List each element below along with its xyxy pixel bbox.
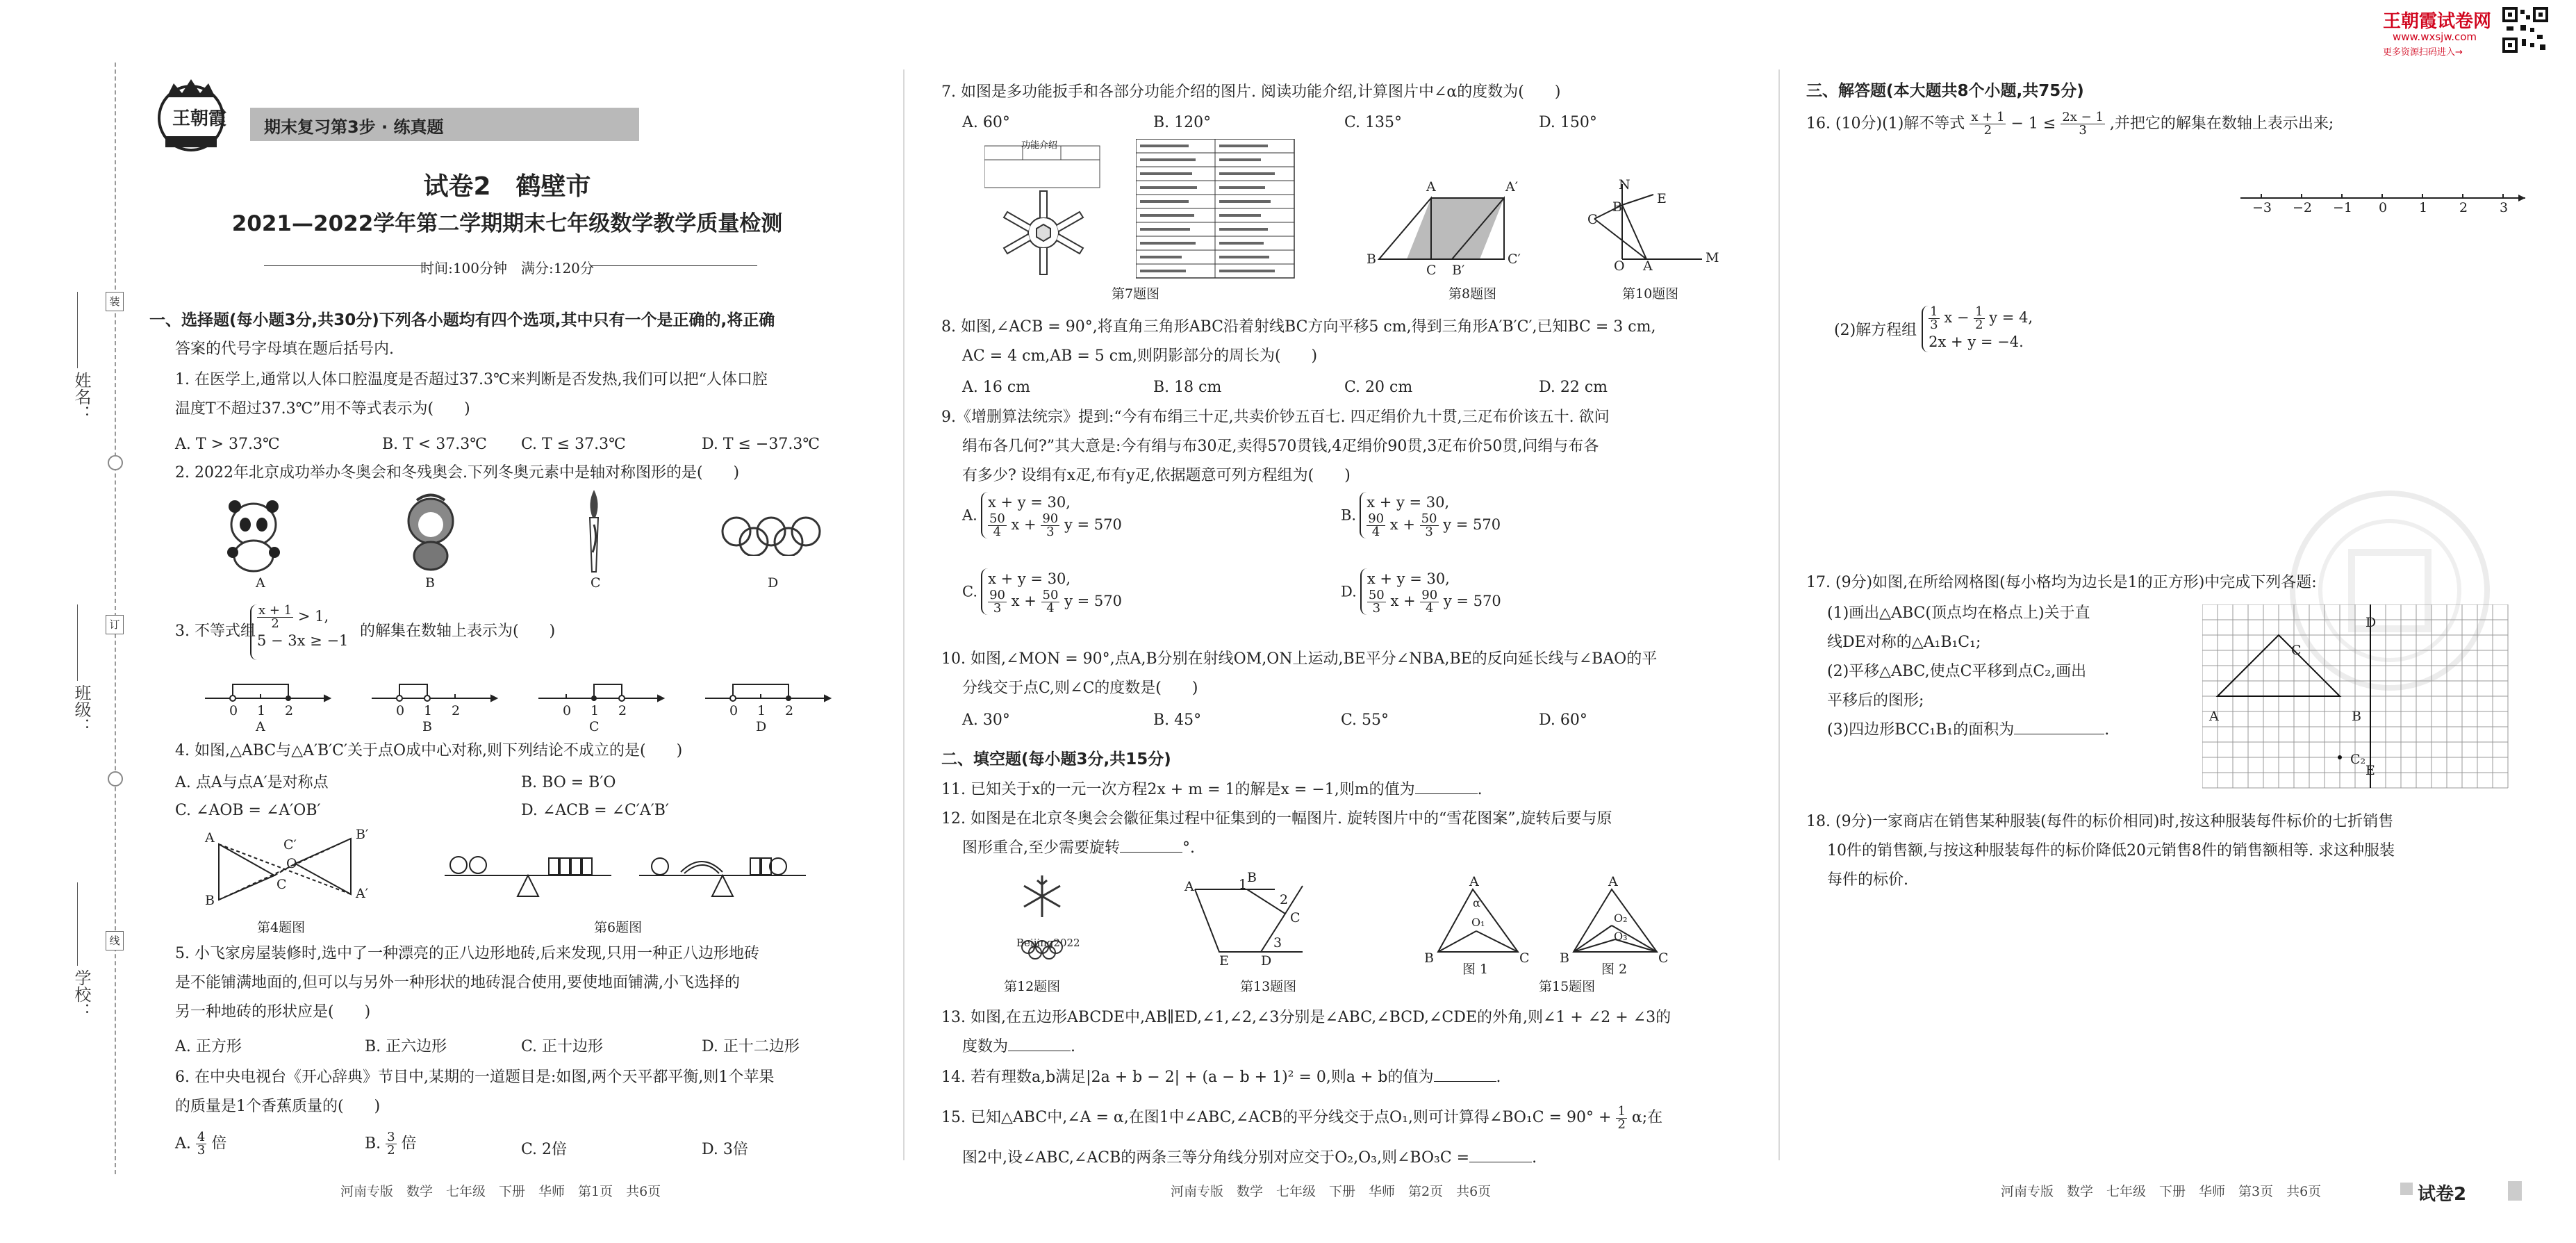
q16-b-prefix: (2)解方程组 — [1834, 322, 1917, 339]
footer-page-1: 河南专版 数学 七年级 下册 华师 第1页 共6页 — [340, 1184, 661, 1199]
q16-a-mid: − 1 ≤ — [2011, 115, 2056, 133]
q6-option-a-den: 3 — [197, 1143, 206, 1158]
fig7-title: 功能介绍 — [1021, 140, 1058, 151]
q9-d-d2: 4 — [1425, 601, 1434, 616]
q4-option-b[interactable]: B. BO = B′O — [521, 774, 616, 791]
q3-tick: 0 — [229, 703, 238, 718]
q14-text: 14. 若有理数a,b满足|2a + b − 2| + (a − b + 1)² = 0,则a + b的值为 . — [941, 1069, 1501, 1086]
q3-tick: 1 — [424, 703, 433, 718]
panda-mascot-icon — [222, 497, 285, 573]
q9-option-b-letter: B. — [1341, 507, 1357, 524]
q9-b-n1: 90 — [1368, 511, 1385, 526]
q7-option-b[interactable]: B. 120° — [1153, 114, 1212, 131]
numberline-tick: 0 — [2379, 200, 2388, 215]
numberline-tick: −3 — [2252, 200, 2272, 215]
q18-line2: 10件的销售额,与按这种服装每件的标价降低20元销售8件的销售额相等. 求这种服装 — [1827, 842, 2395, 859]
q16-b-n1: 1 — [1930, 304, 1938, 319]
q2-text: 2. 2022年北京成功举办冬奥会和冬残奥会.下列冬奥元素中是轴对称图形的是( ) — [175, 464, 740, 481]
q6-option-b-num: 3 — [387, 1130, 395, 1144]
fig12-text: Beijing2022 — [1016, 937, 1080, 949]
q16-a-prefix: 16. (10分)(1)解不等式 — [1806, 115, 1965, 133]
q11-text: 11. 已知关于x的一元一次方程2x + m = 1的解是x = −1,则m的值为 . — [941, 781, 1483, 798]
fig6-caption: 第6题图 — [594, 920, 643, 935]
q6-option-b-den: 2 — [387, 1143, 395, 1158]
punch-hole — [108, 771, 123, 787]
q9-c-d2: 4 — [1046, 601, 1055, 616]
q7-option-c[interactable]: C. 135° — [1344, 114, 1403, 131]
q9-a-mid: x + — [1011, 516, 1037, 533]
q9-option-d-letter: D. — [1341, 583, 1357, 600]
q3-ineq1-rest: > 1, — [297, 608, 329, 625]
grid-label: C₂ — [2350, 752, 2366, 767]
q16-a-num2: 2x − 1 — [2062, 110, 2104, 124]
q10-option-a[interactable]: A. 30° — [962, 711, 1010, 729]
numberline-tick: 2 — [2459, 200, 2468, 215]
q9-a-eq1: x + y = 30, — [987, 494, 1071, 511]
fig15-label: B — [1560, 950, 1569, 966]
q9-d-eq1: x + y = 30, — [1367, 570, 1450, 587]
brand-tagline: 更多资源扫码进入→ — [2383, 47, 2463, 58]
fig15-label: B — [1424, 950, 1434, 966]
q3-ineq1-den: 2 — [271, 616, 279, 631]
q15-answer-blank[interactable] — [1469, 1149, 1532, 1162]
torch-icon — [580, 490, 608, 573]
q4-option-c[interactable]: C. ∠AOB = ∠A′OB′ — [175, 802, 321, 819]
fig8-caption: 第8题图 — [1448, 286, 1497, 302]
q10-option-c[interactable]: C. 55° — [1341, 711, 1389, 729]
q6-line1: 6. 在中央电视台《开心辞典》节目中,某期的一道题目是:如图,两个天平都平衡,则1个苹果 — [175, 1069, 775, 1086]
fig10-label: E — [1657, 191, 1667, 206]
q9-c-mid: x + — [1011, 593, 1037, 609]
q3-tick: 0 — [729, 703, 738, 718]
section-1-title: 一、选择题(每小题3分,共30分)下列各小题均有四个选项,其中只有一个是正确的,将正确 — [149, 311, 775, 329]
section-1-title-cont: 答案的代号字母填在题后括号内. — [175, 340, 394, 358]
q9-b-d1: 4 — [1371, 525, 1380, 539]
class-field[interactable] — [77, 604, 78, 681]
q8-line2: AC = 4 cm,AB = 5 cm,则阴影部分的周长为( ) — [962, 347, 1318, 365]
lantern-mascot-icon — [399, 493, 462, 573]
fig8-label: A — [1426, 179, 1436, 195]
figure-7-wrench — [984, 139, 1103, 285]
fig15-label: C — [1658, 950, 1669, 966]
figure-13-pentagon — [1181, 882, 1362, 962]
q13-line2: 度数为 . — [962, 1038, 1076, 1055]
fig13-label: C — [1290, 910, 1301, 925]
q2-option-a[interactable]: A — [256, 575, 265, 591]
fig13-label: D — [1261, 953, 1272, 969]
q6-option-a-num: 4 — [197, 1130, 206, 1144]
q6-option-a-prefix: A. — [175, 1135, 191, 1153]
q3-prefix: 3. 不等式组 — [175, 623, 256, 640]
q16-a-den2: 3 — [2079, 123, 2087, 138]
q17-answer-blank[interactable] — [2014, 721, 2104, 734]
q15-line2: 图2中,设∠ABC,∠ACB的两条三等分角线分别对应交于O₂,O₃,则∠BO₃C = . — [962, 1149, 1537, 1167]
q3-option-d[interactable]: D — [756, 719, 767, 734]
grid-label: A — [2209, 709, 2219, 724]
q3-ineq2: 5 − 3x ≥ −1 — [257, 632, 349, 649]
q17-item: 平移后的图形; — [1827, 692, 1924, 709]
q2-option-c[interactable]: C — [591, 575, 601, 591]
q6-option-a[interactable] — [175, 1131, 226, 1157]
fig4-label: C — [276, 877, 287, 892]
page-1 — [139, 0, 875, 1243]
q8-option-a[interactable]: A. 16 cm — [962, 379, 1031, 396]
fig8-label: B′ — [1452, 263, 1465, 278]
q16-b-n2: 1 — [1975, 304, 1983, 319]
q5-line1: 5. 小飞家房屋装修时,选中了一种漂亮的正八边形地砖,后来发现,只用一种正八边形地砖 — [175, 945, 759, 962]
binding-mark: 装 — [106, 292, 124, 311]
q5-option-c[interactable]: C. 正十边形 — [521, 1038, 604, 1055]
q3-tick: 2 — [618, 703, 627, 718]
fig10-label: N — [1619, 177, 1630, 192]
name-label: 姓名： — [72, 372, 91, 422]
q9-d-d1: 3 — [1372, 601, 1381, 616]
q9-line3: 有多少? 设绢有x疋,布有y疋,依据题意可列方程组为( ) — [962, 467, 1351, 484]
binding-strip — [0, 0, 139, 1243]
q9-a-d1: 4 — [993, 525, 1002, 539]
q8-option-b[interactable]: B. 18 cm — [1153, 379, 1222, 396]
section-2-title: 二、填空题(每小题3分,共15分) — [941, 750, 1171, 768]
q2-option-b[interactable]: B — [425, 575, 435, 591]
q17-item-label: (3)四边形BCC₁B₁的面积为 — [1827, 721, 2015, 739]
q9-d-n1: 50 — [1368, 588, 1385, 602]
q4-option-a[interactable]: A. 点A与点A′是对称点 — [175, 774, 329, 791]
q13-label: 度数为 — [962, 1038, 1009, 1055]
q9-a-end: y = 570 — [1064, 516, 1122, 533]
q1-line1: 1. 在医学上,通常以人体口腔温度是否超过37.3℃来判断是否发热,我们可以把“人体口腔 — [175, 371, 768, 388]
brand-name: 王朝霞试卷网 — [2383, 11, 2492, 32]
paper-title: 试卷2 鹤壁市 — [423, 172, 591, 201]
q7-text: 7. 如图是多功能扳手和各部分功能介绍的图片. 阅读功能介绍,计算图片中∠α的度数为( ) — [941, 83, 1561, 101]
footer-page-3: 河南专版 数学 七年级 下册 华师 第3页 共6页 — [2001, 1184, 2322, 1199]
q14-label: 14. 若有理数a,b满足|2a + b − 2| + (a − b + 1)² = 0,则a + b的值为 — [941, 1069, 1434, 1086]
q3-tick: 1 — [591, 703, 600, 718]
logo-text: 王朝霞 — [172, 108, 227, 129]
name-field[interactable] — [77, 292, 78, 368]
column-divider — [903, 69, 905, 1160]
paper-badge: 试卷2 — [2418, 1184, 2467, 1205]
q8-option-d[interactable]: D. 22 cm — [1539, 379, 1608, 396]
q16-a-den1: 2 — [1983, 123, 1992, 138]
q12-line2 — [962, 834, 1195, 863]
fig13-angle: 1 — [1239, 877, 1248, 892]
q15-line1-a: 15. 已知△ABC中,∠A = α,在图1中∠ABC,∠ACB的平分线交于点O₁,则可计算得∠BO₁C = 90° + — [941, 1109, 1612, 1126]
q9-option-c[interactable] — [962, 568, 1122, 615]
q12-label: 图形重合,至少需要旋转 — [962, 839, 1120, 857]
q9-a-n2: 90 — [1042, 511, 1059, 526]
school-field[interactable] — [77, 882, 78, 966]
q15-frac-den: 2 — [1617, 1117, 1626, 1132]
q9-a-d2: 3 — [1046, 525, 1055, 539]
grid-label: B — [2352, 709, 2361, 724]
fig4-label: B — [205, 893, 215, 908]
q11-label: 11. 已知关于x的一元一次方程2x + m = 1的解是x = −1,则m的值为 — [941, 781, 1415, 798]
q9-c-n2: 50 — [1042, 588, 1059, 602]
q16-b-mid: x − — [1944, 309, 1970, 326]
q3-option-b[interactable]: B — [422, 719, 432, 734]
q3-tick: 0 — [563, 703, 572, 718]
fig10-label: O — [1614, 258, 1625, 274]
q5-option-a[interactable]: A. 正方形 — [175, 1038, 242, 1055]
q9-line1: 9.《增删算法统宗》提到:“今有布绢三十疋,共卖价钞五百七. 四疋绢价九十贯,三疋布价该五十. 欲问 — [941, 409, 1610, 426]
fig4-label: O — [286, 856, 297, 871]
q6-line2: 的质量是1个香蕉质量的( ) — [175, 1098, 381, 1115]
q3-tick: 0 — [396, 703, 405, 718]
q7-option-d[interactable]: D. 150° — [1539, 114, 1597, 131]
q17-line1: 17. (9分)如图,在所给网格图(每小格均为边长是1的正方形)中完成下列各题: — [1806, 574, 2317, 591]
q3-option-c[interactable]: C — [589, 719, 600, 734]
fig10-caption: 第10题图 — [1622, 286, 1679, 302]
q6-option-b-prefix: B. — [365, 1135, 381, 1153]
fig10-label: A — [1643, 258, 1653, 274]
fig15-sub: 图 2 — [1601, 962, 1628, 977]
grid-label: D — [2366, 615, 2377, 630]
fig8-label: A′ — [1505, 179, 1519, 195]
q11-answer-blank[interactable] — [1415, 781, 1478, 794]
q8-line1: 8. 如图,∠ACB = 90°,将直角三角形ABC沿着射线BC方向平移5 cm,得到三角形A′B′C′,已知BC = 3 cm, — [941, 318, 1656, 336]
q4-option-d[interactable]: D. ∠ACB = ∠C′A′B′ — [521, 802, 669, 819]
q12-line1: 12. 如图是在北京冬奥会会徽征集过程中征集到的一幅图片. 旋转图片中的“雪花图案”,旋转后要与原 — [941, 810, 1612, 828]
fig13-label: A — [1184, 879, 1194, 894]
q17-item: (2)平移△ABC,使点C平移到点C₂,画出 — [1827, 663, 2087, 680]
punch-hole — [108, 455, 123, 470]
q13-line1: 13. 如图,在五边形ABCDE中,AB∥ED,∠1,∠2,∠3分别是∠ABC,∠BCD,∠CDE的外角,则∠1 + ∠2 + ∠3的 — [941, 1009, 1671, 1026]
grid-label: E — [2366, 763, 2375, 778]
fig15-sub: 图 1 — [1462, 962, 1489, 977]
fig4-label: A′ — [356, 886, 369, 901]
q16-part2 — [1834, 306, 2033, 352]
numberline-tick: 1 — [2419, 200, 2428, 215]
paper-subtitle: 2021—2022学年第二学期期末七年级数学教学质量检测 — [231, 211, 783, 236]
q13-answer-blank[interactable] — [1008, 1038, 1071, 1051]
q15-label: 图2中,设∠ABC,∠ACB的两条三等分角线分别对应交于O₂,O₃,则∠BO₃C = — [962, 1149, 1470, 1167]
q9-line2: 绢布各几何?”其大意是:今有绢与布30疋,卖得570贯钱,4疋绢价90贯,3疋布价50贯,问绢与布各 — [962, 438, 1599, 455]
binding-mark: 线 — [106, 931, 124, 950]
q5-line2: 是不能铺满地面的,但可以与另外一种形状的地砖混合使用,要使地面铺满,小飞选择的 — [175, 974, 740, 991]
numberline-tick: 3 — [2500, 200, 2509, 215]
q1-line2: 温度T不超过37.3℃”用不等式表示为( ) — [175, 400, 470, 418]
numberline-tick: −2 — [2293, 200, 2313, 215]
q16-b-end: y = 4, — [1989, 309, 2033, 326]
q15-line1-b: α;在 — [1631, 1109, 1663, 1126]
column-divider — [1778, 69, 1780, 1160]
divider — [264, 265, 431, 266]
banner-text: 期末复习第3步 · 练真题 — [264, 117, 444, 137]
q9-b-end: y = 570 — [1443, 516, 1501, 533]
q5-option-b[interactable]: B. 正六边形 — [365, 1038, 447, 1055]
q16-b-d1: 3 — [1930, 318, 1938, 332]
fig13-caption: 第13题图 — [1240, 979, 1297, 994]
q4-text: 4. 如图,△ABC与△A′B′C′关于点O成中心对称,则下列结论不成立的是( ) — [175, 742, 683, 759]
q15-line1 — [941, 1103, 1662, 1133]
q5-line3: 另一种地砖的形状应是( ) — [175, 1003, 371, 1021]
q6-option-d[interactable]: D. 3倍 — [702, 1141, 748, 1158]
q6-option-b[interactable] — [365, 1131, 417, 1157]
fig8-label: C′ — [1508, 252, 1521, 267]
q3-tick: 1 — [257, 703, 266, 718]
fig15-label: O₂ — [1614, 912, 1628, 925]
q9-c-d1: 3 — [993, 601, 1002, 616]
q16-a-num1: x + 1 — [1971, 110, 2005, 124]
q6-option-a-suffix: 倍 — [211, 1135, 227, 1153]
q17-item-3: (3)四边形BCC₁B₁的面积为 . — [1827, 721, 2110, 739]
q18-line1: 18. (9分)一家商店在销售某种服装(每件的标价相同)时,按这种服装每件标价的七折销售 — [1806, 813, 2394, 830]
banner — [250, 108, 639, 141]
q16-a-suffix: ,并把它的解集在数轴上表示出来; — [2109, 115, 2334, 133]
q16-b-d2: 2 — [1975, 318, 1983, 332]
fig7-caption: 第7题图 — [1112, 286, 1160, 302]
fig15-caption: 第15题图 — [1539, 979, 1596, 994]
page-2 — [934, 0, 1768, 1243]
q14-answer-blank[interactable] — [1434, 1069, 1496, 1082]
q9-d-mid: x + — [1390, 593, 1416, 609]
fig10-label: M — [1706, 250, 1719, 265]
class-label: 班级： — [72, 684, 91, 734]
figure-7-function-table — [1136, 139, 1296, 281]
fig13-label: B — [1247, 870, 1257, 885]
q3-ineq1-num: x + 1 — [258, 603, 292, 618]
q9-b-d2: 3 — [1425, 525, 1433, 539]
q1-option-d[interactable]: D. T ≤ −37.3℃ — [702, 436, 820, 453]
grid-label: C — [2291, 643, 2302, 658]
binding-mark: 订 — [106, 615, 124, 634]
fig15-label: A — [1608, 874, 1618, 889]
page-3 — [1806, 0, 2536, 1243]
q17-item: (1)画出△ABC(顶点均在格点上)关于直 — [1827, 604, 2090, 622]
q9-option-a[interactable] — [962, 492, 1122, 538]
fig8-label: B — [1367, 252, 1376, 267]
fig15-label: O₃ — [1614, 930, 1628, 943]
fig4-label: C′ — [283, 837, 297, 853]
fig13-angle: 2 — [1280, 892, 1289, 907]
badge-bar-icon — [2508, 1181, 2522, 1201]
figure-8 — [1372, 184, 1580, 281]
q9-option-a-letter: A. — [962, 507, 977, 524]
q3-tick: 2 — [452, 703, 461, 718]
time-info: 时间:100分钟 满分:120分 — [420, 260, 594, 277]
fig4-label: B′ — [356, 827, 369, 842]
q9-c-n1: 90 — [989, 588, 1005, 602]
q18-line3: 每件的标价. — [1827, 871, 1908, 889]
fig4-caption: 第4题图 — [257, 920, 306, 935]
q9-c-end: y = 570 — [1064, 593, 1122, 609]
divider — [591, 265, 757, 266]
fig15-label: A — [1469, 874, 1479, 889]
q17-item: 线DE对称的△A₁B₁C₁; — [1827, 634, 1981, 651]
q9-c-eq1: x + y = 30, — [988, 570, 1071, 587]
figure-6-balances — [445, 844, 806, 914]
figure-15-triangles — [1424, 882, 1667, 962]
badge-square-icon — [2400, 1183, 2413, 1195]
q9-option-c-letter: C. — [962, 583, 977, 600]
q3-suffix: 的解集在数轴上表示为( ) — [360, 623, 556, 640]
q3-system — [250, 604, 348, 660]
q3-tick: 1 — [757, 703, 766, 718]
q5-option-d[interactable]: D. 正十二边形 — [702, 1038, 800, 1055]
q3-tick: 2 — [785, 703, 794, 718]
q3-option-a[interactable]: A — [256, 719, 265, 734]
fig4-label: A — [205, 830, 215, 846]
section-3-title: 三、解答题(本大题共8个小题,共75分) — [1806, 82, 2084, 100]
q9-b-mid: x + — [1389, 516, 1415, 533]
q9-b-eq1: x + y = 30, — [1367, 494, 1450, 511]
q16-b-eq2: 2x + y = −4. — [1929, 334, 2024, 350]
q10-line2: 分线交于点C,则∠C的度数是( ) — [962, 680, 1198, 697]
q10-line1: 10. 如图,∠MON = 90°,点A,B分别在射线OM,ON上运动,BE平分∠NBA,BE的反向延长线与∠BAO的平 — [941, 650, 1658, 668]
q1-option-a[interactable]: A. T > 37.3℃ — [175, 436, 280, 453]
fig10-label: C — [1587, 212, 1598, 227]
q16-part1 — [1806, 111, 2334, 137]
fig10-label: B — [1612, 199, 1622, 215]
q9-option-d[interactable] — [1341, 568, 1501, 615]
q12-end: °. — [1182, 839, 1195, 857]
fig15-label: α — [1473, 896, 1480, 909]
point-c2 — [2338, 755, 2342, 759]
fig13-angle: 3 — [1273, 935, 1282, 950]
q10-option-b[interactable]: B. 45° — [1153, 711, 1202, 729]
q6-option-c[interactable]: C. 2倍 — [521, 1141, 568, 1158]
fig15-label: C — [1519, 950, 1530, 966]
numberline-tick: −1 — [2333, 200, 2353, 215]
q8-option-c[interactable]: C. 20 cm — [1344, 379, 1413, 396]
q9-b-n2: 50 — [1421, 511, 1437, 526]
fig8-label: C — [1426, 263, 1437, 278]
q2-option-d[interactable]: D — [768, 575, 779, 591]
q9-a-n1: 50 — [989, 511, 1005, 526]
olympic-rings-icon — [719, 514, 823, 556]
footer-page-2: 河南专版 数学 七年级 下册 华师 第2页 共6页 — [1171, 1184, 1492, 1199]
fig13-label: E — [1219, 953, 1229, 969]
q1-option-c[interactable]: C. T ≤ 37.3℃ — [521, 436, 626, 453]
q6-option-b-suffix: 倍 — [401, 1135, 417, 1153]
fig15-label: O₁ — [1471, 916, 1485, 929]
q15-frac-num: 1 — [1617, 1103, 1626, 1119]
brand-url: www.wxsjw.com — [2393, 31, 2477, 43]
fig12-caption: 第12题图 — [1004, 979, 1061, 994]
q12-answer-blank[interactable] — [1120, 839, 1182, 853]
q10-option-d[interactable]: D. 60° — [1539, 711, 1587, 729]
q3-number-lines — [205, 677, 844, 733]
q1-option-b[interactable]: B. T < 37.3℃ — [382, 436, 487, 453]
q9-d-n2: 90 — [1421, 588, 1438, 602]
school-label: 学校： — [72, 969, 91, 1019]
q7-option-a[interactable]: A. 60° — [962, 114, 1010, 131]
q3-tick: 2 — [285, 703, 294, 718]
q9-d-end: y = 570 — [1443, 593, 1501, 609]
q9-option-b[interactable] — [1341, 492, 1501, 538]
